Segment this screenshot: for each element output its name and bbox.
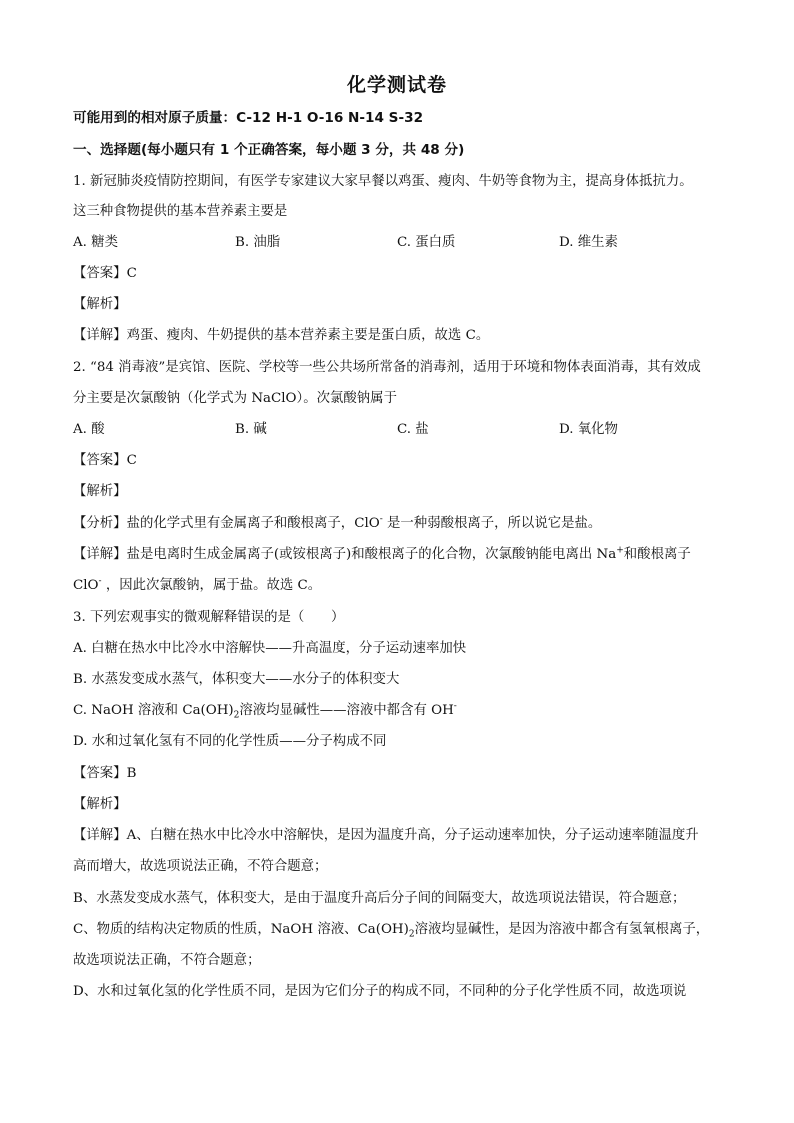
q2-detail-line2-b: ，因此次氯酸钠，属于盐。故选 C。 <box>101 578 322 593</box>
q1-stem-line2: 这三种食物提供的基本营养素主要是 <box>73 204 288 219</box>
q3-detail-l1: A、白糖在热水中比冷水中溶解快，是因为温度升高，分子运动速率加快，分子运动速率随温度升 <box>126 828 699 843</box>
q3-detail-line6: D、水和过氧化氢的化学性质不同，是因为它们分子的构成不同，不同种的分子化学性质不同，故选项说 <box>73 984 687 999</box>
q3-option-c <box>73 701 733 721</box>
detail-label: 【详解】 <box>73 547 127 562</box>
q2-detail-line1 <box>73 545 733 565</box>
q3-stem: 3. 下列宏观事实的微观解释错误的是（ ） <box>73 610 345 625</box>
q1-option-c: C. 蛋白质 <box>397 235 456 250</box>
q2-detail-line2-a: ClO <box>73 578 99 593</box>
q3-answer <box>73 764 733 784</box>
q3-option-c-a: C. NaOH 溶液和 Ca(OH) <box>73 703 234 718</box>
q1-stem-line1: 1. 新冠肺炎疫情防控期间，有医学专家建议大家早餐以鸡蛋、瘦肉、牛奶等食物为主，提高身体抵抗力。 <box>73 174 693 189</box>
q1-options <box>73 233 733 253</box>
q3-answer-value: B <box>126 766 137 781</box>
q3-detail-line3: B、水蒸发变成水蒸气，体积变大，是由于温度升高后分子间的间隔变大，故选项说法错误，符合题意； <box>73 891 686 906</box>
q3-option-d: D. 水和过氧化氢有不同的化学性质——分子构成不同 <box>73 734 387 749</box>
atomic-masses: 可能用到的相对原子质量：C-12 H-1 O-16 N-14 S-32 <box>73 110 424 126</box>
q3-option-c-sub: 2 <box>233 710 240 721</box>
q2-answer-value: C <box>126 453 137 468</box>
q1-answer-value: C <box>126 266 137 281</box>
answer-label: 【答案】 <box>73 453 127 468</box>
analysis-label: 【解析】 <box>73 297 127 312</box>
answer-label: 【答案】 <box>73 266 127 281</box>
q2-fenxi <box>73 514 733 534</box>
analysis-label: 【解析】 <box>73 797 127 812</box>
q2-analysis-label <box>73 482 733 502</box>
q2-detail-sup: + <box>616 545 624 556</box>
q3-detail-line5: 故选项说法正确，不符合题意； <box>73 953 261 968</box>
q2-answer <box>73 451 733 471</box>
q1-option-a: A. 糖类 <box>73 235 118 250</box>
q3-detail-line2: 高而增大，故选项说法正确，不符合题意； <box>73 859 328 874</box>
q3-analysis-label <box>73 795 733 815</box>
q2-options <box>73 420 733 440</box>
q2-detail-line2 <box>73 576 733 596</box>
q3-option-c-sup: - <box>453 701 457 712</box>
q2-fenxi-sup: - <box>379 514 383 525</box>
page-title: 化学测试卷 <box>346 74 447 96</box>
q2-detail-text-b: 和酸根离子 <box>623 547 691 562</box>
q3-detail-l4-sub: 2 <box>408 929 415 940</box>
q2-option-c: C. 盐 <box>397 422 429 437</box>
q2-option-b: B. 碱 <box>235 422 267 437</box>
q3-detail-line4 <box>73 920 733 940</box>
q1-detail <box>73 326 733 346</box>
q3-option-c-b: 溶液均显碱性——溶液中都含有 OH <box>239 703 454 718</box>
fenxi-label: 【分析】 <box>73 516 127 531</box>
section-heading: 一、选择题(每小题只有 1 个正确答案，每小题 3 分，共 48 分) <box>73 142 465 158</box>
q3-detail-line1 <box>73 826 733 846</box>
q2-detail-text-a: 盐是电离时生成金属离子(或铵根离子)和酸根离子的化合物，次氯酸钠能电离出 Na <box>126 547 617 562</box>
q2-fenxi-text-b: 是一种弱酸根离子，所以说它是盐。 <box>382 516 602 531</box>
q2-option-a: A. 酸 <box>73 422 105 437</box>
q1-option-b: B. 油脂 <box>235 235 281 250</box>
analysis-label: 【解析】 <box>73 484 127 499</box>
q3-detail-l4-b: 溶液均显碱性，是因为溶液中都含有氢氧根离子， <box>414 922 710 937</box>
q2-detail-line2-sup: - <box>98 576 102 587</box>
detail-label: 【详解】 <box>73 828 127 843</box>
q2-fenxi-text-a: 盐的化学式里有金属离子和酸根离子，ClO <box>126 516 380 531</box>
q1-detail-text: 鸡蛋、瘦肉、牛奶提供的基本营养素主要是蛋白质，故选 C。 <box>126 328 490 343</box>
q1-answer <box>73 264 733 284</box>
detail-label: 【详解】 <box>73 328 127 343</box>
q3-detail-l4-a: C、物质的结构决定物质的性质，NaOH 溶液、Ca(OH) <box>73 922 409 937</box>
q2-stem-line1: 2. “84 消毒液”是宾馆、医院、学校等一些公共场所常备的消毒剂，适用于环境和物体表面消毒，其有效成 <box>73 360 701 375</box>
q1-analysis-label <box>73 295 733 315</box>
q3-option-a: A. 白糖在热水中比冷水中溶解快——升高温度，分子运动速率加快 <box>73 641 467 656</box>
q2-option-d: D. 氧化物 <box>559 422 618 437</box>
answer-label: 【答案】 <box>73 766 127 781</box>
q3-option-b: B. 水蒸发变成水蒸气，体积变大——水分子的体积变大 <box>73 672 400 687</box>
q1-option-d: D. 维生素 <box>559 235 618 250</box>
q2-stem-line2: 分主要是次氯酸钠（化学式为 NaClO）。次氯酸钠属于 <box>73 391 397 406</box>
